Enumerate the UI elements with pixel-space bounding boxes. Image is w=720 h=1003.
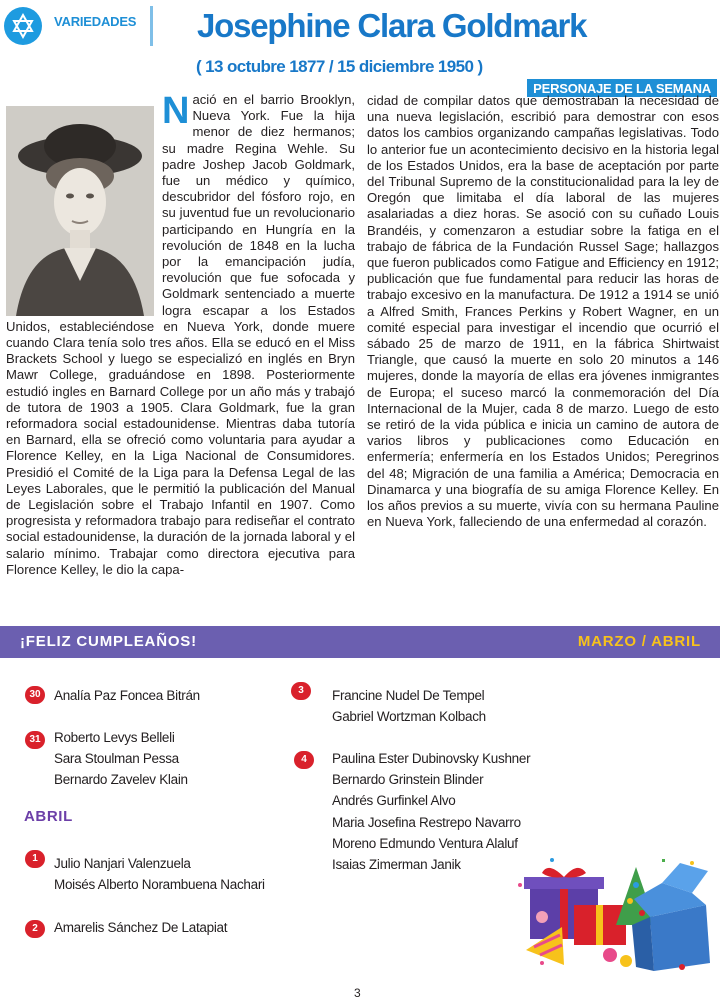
birthday-name: Gabriel Wortzman Kolbach (332, 709, 486, 725)
birthday-names-group (332, 748, 530, 875)
birthday-names-group (54, 853, 265, 895)
birthday-name: Moreno Edmundo Ventura Alaluf (332, 835, 518, 851)
birthday-name: Sara Stoulman Pessa (54, 751, 179, 767)
birthday-name: Amarelis Sánchez De Latapiat (54, 920, 228, 935)
birthday-names-group (54, 727, 188, 791)
gifts-illustration (512, 855, 717, 980)
birthdays-months: MARZO / ABRIL (577, 633, 701, 650)
birthday-names-group (54, 685, 200, 706)
day-badge: 4 (294, 751, 314, 769)
birthday-name: Moisés Alberto Norambuena Nachari (54, 877, 265, 893)
abril-heading: ABRIL (24, 808, 73, 825)
article-column-1 (6, 92, 355, 622)
birthday-name: Bernardo Zavelev Klain (54, 772, 188, 788)
birthday-name: Maria Josefina Restrepo Navarro (332, 814, 521, 830)
day-badge: 1 (25, 850, 45, 868)
day-badge: 2 (25, 920, 45, 938)
drop-cap: N (162, 92, 190, 132)
star-of-david-icon (4, 7, 42, 45)
birthday-name: Bernardo Grinstein Blinder (332, 772, 484, 788)
birthday-name: Roberto Levys Belleli (54, 730, 175, 745)
birthday-name: Analía Paz Foncea Bitrán (54, 688, 200, 703)
birthdays-title: ¡FELIZ CUMPLEAÑOS! (20, 633, 197, 650)
portrait-photo (6, 106, 154, 316)
section-badge: PERSONAJE DE LA SEMANA (527, 79, 717, 97)
birthday-name: Julio Nanjari Valenzuela (54, 856, 191, 871)
page-number: 3 (354, 986, 361, 1000)
day-badge: 3 (291, 682, 311, 700)
page-title: Josephine Clara Goldmark (197, 7, 587, 44)
article-text-column-1: ació en el barrio Brooklyn, Nueva York. Fue la hija menor de diez hermanos; su madre Regina Wehle. Su padre Joshep Jacob Goldmark, fue un médico y químico, descubridor del fósforo rojo, en su juventud fue un revolucionario participando en Hungría en la revolución de 1848 en la lucha por la emancipación judía, revolución que fue sofocada y Goldmark sentenciado a muerte logra escapar a los Estados Unidos, estableciéndose en Nueva York, donde muere cuando Clara tenía solo tres años. Ella se educó en el Miss Brackets School y luego se especializó en inglés en Bryn Mawr College, graduándose en 1898. Posteriormente estudió ingles en Barnard College por un año más y trabajó de tutora de 1903 a 1905. Clara Goldmark, fue la gran reformadora social estadounidense. Mientras daba tutoría en Barnard, ella se ofreció como voluntaria para ayudar a Florence Kelley, en la Liga Nacional de Consumidores. Presidió el Comité de la Liga para la Defensa Legal de las Leyes Laborales, que le permitió la publicación del Manual de Legislación sobre el Trabajo Infantil en 1907. Como progresista y reformadora trabajo para rediseñar el contrato social estadounidense, la duración de la jornada laboral y el salario mínimo. Trabajar como directora ejecutiva para Florence Kelley, le dio la capa- (6, 92, 355, 577)
section-label: VARIEDADES (54, 14, 137, 29)
day-badge: 30 (25, 686, 45, 704)
birthday-names-group (54, 917, 227, 938)
header-divider (150, 6, 153, 46)
birthday-name: Isaias Zimerman Janik (332, 857, 461, 873)
birthday-name: Francine Nudel De Tempel (332, 688, 485, 703)
article-column-2 (367, 93, 719, 613)
birthday-names-group (332, 685, 486, 727)
article-text-column-2: cidad de compilar datos que demostraban la necesidad de una nueva legislación, escribió para demostrar con esos datos los cambios organizando campañas legislativas. Todo lo anterior fue un acontecimiento decisivo en la historia legal de los Estados Unidos, era la base de aceptación por parte del Tribunal Supremo de la constitucionalidad para la ley de Oregón que limitaba el día laboral de las mujeres asalariadas a diez horas. Se asoció con su cuñado Louis Brandéis, y comenzaron a estudiar sobre la fatiga en el trabajo de fábrica de la Fundación Russel Sage; hallazgos que fueron publicados como Fatigue and Efficiency en 1912; publicación que fue fundamental para reducir las horas de trabajo excesivo en la manufactura. De 1912 a 1914 se unió a Alfred Smith, Frances Perkins y Robert Wagner, en un comité especial para investigar el incendio que ocurrió el sábado 25 de marzo de 1911, en la fábrica Shirtwaist Triangle, que causó la muerte en solo 20 minutos a 146 mujeres, donde la mayoría de ellas era jóvenes inmigrantes de Europa; el suceso marcó la conmemoración del Día Internacional de la Mujer, cada 8 de marzo. Luego de esto se retiró de la vida pública e inicia un camino de autora de varios libros y publicaciones como Educación en enfermería; enfermería en los Estados Unidos; Peregrinos del 48; Migración de una familia a América; Democracia en Dinamarca y una biografía de su amiga Florence Kelley. En los años previos a su muerte, vivía con su hermana Pauline en Nueva York, falleciendo de una enfermedad al corazón. (367, 93, 719, 530)
life-dates: ( 13 octubre 1877 / 15 diciembre 1950 ) (196, 57, 483, 76)
birthday-name: Andrés Gurfinkel Alvo (332, 793, 456, 809)
birthday-name: Paulina Ester Dubinovsky Kushner (332, 751, 531, 766)
day-badge: 31 (25, 731, 45, 749)
